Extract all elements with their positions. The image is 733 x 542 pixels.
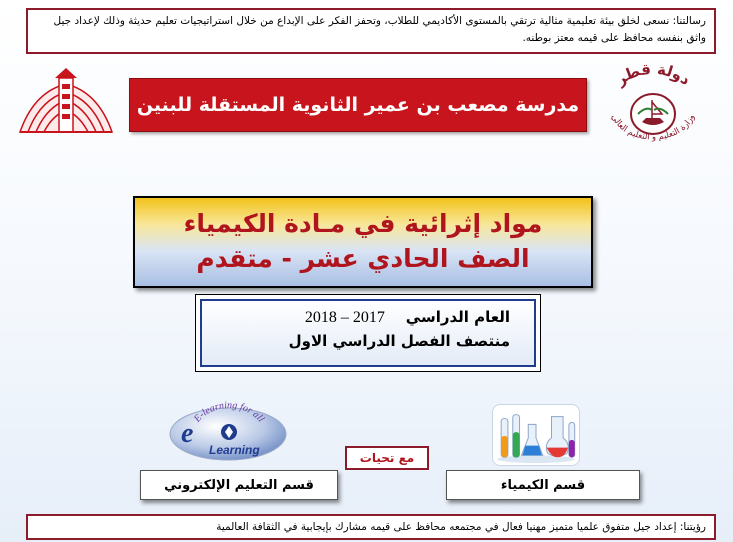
ministry-emblem-logo (594, 62, 712, 146)
vision-statement (26, 514, 716, 540)
chemistry-department-box (446, 470, 640, 500)
elearning-department-box (140, 470, 338, 500)
ministry-caption-text: وزارة التعليم و التعليم العالي (608, 112, 697, 143)
elearning-logo (165, 396, 291, 462)
elearning-arc-text: E-learning for all (192, 399, 267, 425)
school-name-banner (129, 78, 587, 132)
svg-text:دولة قطر (611, 62, 694, 89)
year-label: العام الدراسي (405, 308, 510, 326)
elearning-e-letter: e (181, 418, 194, 449)
mission-statement (26, 8, 716, 54)
term-label: منتصف الفصل الدراسي الاول (288, 332, 510, 350)
academic-year-line (202, 305, 510, 330)
greeting-text: مع تحيات (359, 451, 415, 465)
elearning-word: Learning (209, 443, 260, 457)
chemistry-flasks-image (492, 404, 580, 466)
greeting-label (345, 446, 429, 470)
academic-year-box (195, 294, 541, 372)
mission-text: رسالتنا: نسعى لخلق بيئة تعليمية مثالية ترتقي بالمستوى الأكاديمي للطلاب، وتحفز الفكر على الإبداع من خلال استراتيجيات تعليم حديثة وذلك لإعداد جيل واثق بنفسه محافظ على قيمه معتز بوطنه. (53, 15, 706, 44)
vision-text: رؤيتنا: إعداد جيل متفوق علميا متميز مهنيا فعال في مجتمعه محافظ على قيمه مشارك بإيجابية في الثقافة العالمية (216, 521, 706, 533)
year-value: 2018 – 2017 (304, 309, 385, 326)
title-line-1: مواد إثرائية في مـادة الكيمياء (183, 209, 543, 238)
title-line-2: الصف الحادي عشر - متقدم (196, 244, 530, 273)
school-emblem-logo (14, 64, 118, 138)
academic-year-inner (200, 299, 536, 367)
chemistry-department-label: قسم الكيمياء (500, 477, 586, 493)
main-title-box (133, 196, 593, 288)
elearning-department-label: قسم التعليم الإلكتروني (164, 477, 314, 493)
school-name: مدرسة مصعب بن عمير الثانوية المستقلة للبنين (136, 94, 580, 116)
ministry-top-text: دولة قطر (612, 62, 695, 89)
